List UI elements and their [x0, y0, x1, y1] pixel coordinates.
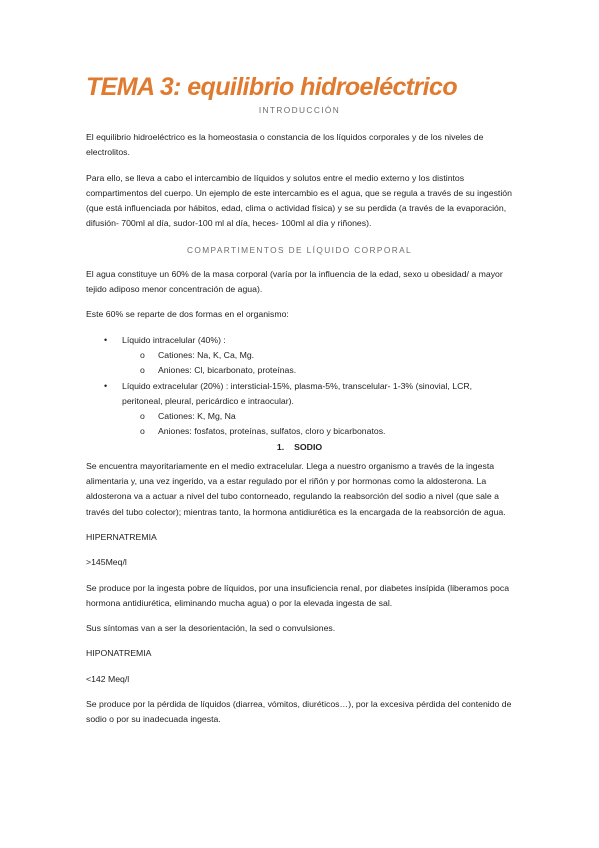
subheading-hipernatremia: HIPERNATREMIA	[86, 531, 157, 542]
circle-bullet-icon: o	[140, 411, 145, 422]
paragraph: Se encuentra mayoritariamente en el medio extracelular. Llega a nuestro organismo a través de la ingesta alimentaria y, una vez ingerido, va a estar regulado por el riñón y por hormonas como la aldosterona. La aldosterona va a actuar a nivel del tubo contorneado, regulando la reabsorción del sodio a nivel (que sale a través del tubo colector); mientras tanto, la hormona antidiurética es la encargada de la reabsorción de agua.	[86, 460, 506, 517]
value-line: >145Meq/l	[86, 557, 127, 568]
sublist-item-label: Aniones: Cl, bicarbonato, proteínas.	[158, 365, 297, 376]
paragraph: Se produce por la ingesta pobre de líquidos, por una insuficiencia renal, por diabetes insípida (liberamos poca hormona antidiurética, eliminando mucha agua) o por la elevada ingesta de sal.	[86, 582, 510, 608]
value-line: <142 Meq/l	[86, 673, 130, 684]
paragraph: Para ello, se lleva a cabo el intercambio de líquidos y solutos entre el medio externo y los distintos compartimentos del cuerpo. Un ejemplo de este intercambio es el agua, que se regula a través de su ingestión (que está influenciada por hábitos, edad, clima o actividad física) y se su perdida (a través de la evaporación, difusión- 700ml al día, sudor-100 ml al día, heces- 100ml al día y riñones).	[86, 172, 512, 229]
list-item-label: Líquido extracelular (20%) : intersticial-15%, plasma-5%, transcelular- 1-3% (sinovial, LCR, peritoneal, pleural, pericárdico e intraocular).	[122, 380, 473, 406]
paragraph: El agua constituye un 60% de la masa corporal (varía por la influencia de la edad, sexo u obesidad/ a mayor tejido adiposo menor concentración de agua).	[86, 268, 503, 295]
circle-bullet-icon: o	[140, 349, 145, 360]
document-title: TEMA 3: equilibrio hidroeléctrico	[86, 73, 457, 101]
heading-number: 1.	[276, 441, 285, 452]
paragraph: Este 60% se reparte de dos formas en el organismo:	[86, 309, 289, 320]
list-item	[86, 333, 513, 379]
sublist-item	[122, 409, 513, 424]
sublist-item	[122, 348, 513, 363]
sublist-item-label: Cationes: K, Mg, Na	[158, 411, 236, 422]
bullet-icon: •	[104, 380, 108, 391]
list-item	[86, 379, 513, 440]
heading-text: SODIO	[294, 441, 323, 452]
section-heading-compartimentos: COMPARTIMENTOS DE LÍQUIDO CORPORAL	[186, 244, 413, 255]
bullet-icon: •	[104, 334, 108, 345]
section-heading-introduccion: INTRODUCCIÓN	[258, 105, 341, 115]
sublist-item	[122, 363, 513, 378]
list-item-label: Líquido intracelular (40%) :	[122, 334, 226, 345]
circle-bullet-icon: o	[140, 365, 145, 376]
sublist-item-label: Aniones: fosfatos, proteínas, sulfatos, cloro y bicarbonatos.	[158, 426, 386, 437]
sublist-item	[122, 424, 513, 439]
paragraph: El equilibrio hidroeléctrico es la homeostasia o constancia de los líquidos corporales y de los niveles de electrolitos.	[86, 132, 484, 158]
subheading-hiponatremia: HIPONATREMIA	[86, 648, 152, 659]
paragraph: Sus síntomas van a ser la desorientación, la sed o convulsiones.	[86, 623, 336, 634]
sublist	[122, 409, 513, 440]
sublist	[122, 348, 513, 379]
compartment-list	[86, 333, 513, 440]
section-heading-sodio	[86, 440, 513, 455]
sublist-item-label: Cationes: Na, K, Ca, Mg.	[158, 349, 255, 360]
paragraph: Se produce por la pérdida de líquidos (diarrea, vómitos, diuréticos…), por la excesiva pérdida del contenido de sodio o por su inadecuada ingesta.	[86, 699, 512, 725]
circle-bullet-icon: o	[140, 426, 145, 437]
